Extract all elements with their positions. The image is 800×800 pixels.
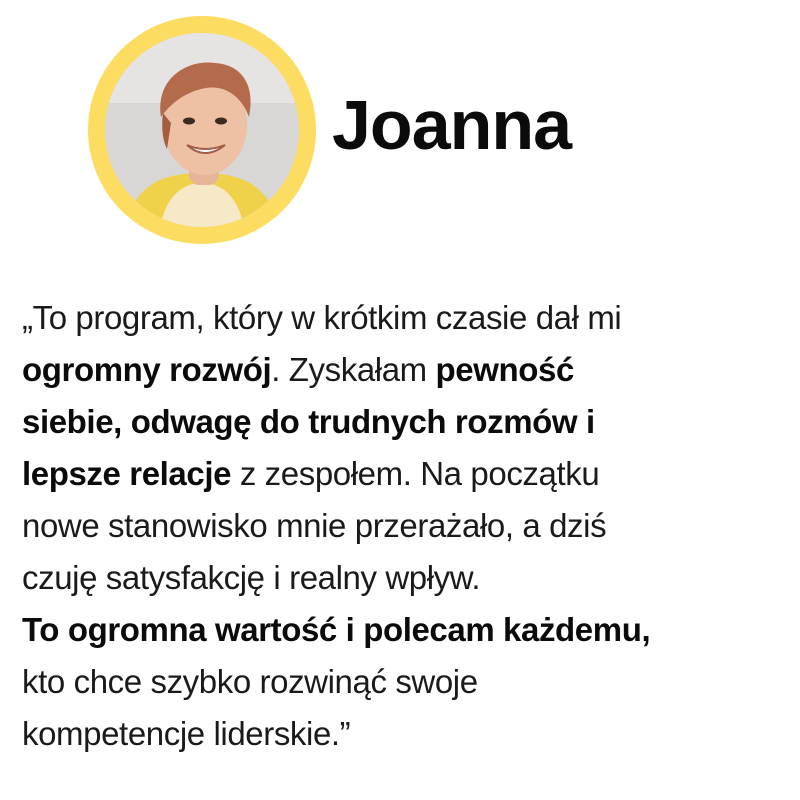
quote-text: z zespołem. Na początku — [231, 455, 600, 492]
person-name: Joanna — [332, 86, 572, 164]
quote-text: kto chce szybko rozwinąć swoje — [22, 663, 478, 700]
quote-bold: siebie, odwagę do trudnych rozmów i — [22, 403, 595, 440]
quote-line-9 — [22, 708, 782, 760]
quote-line-7 — [22, 604, 782, 656]
quote-line-3 — [22, 396, 782, 448]
quote-line-8 — [22, 656, 782, 708]
quote-bold: To ogromna wartość i polecam każdemu, — [22, 611, 651, 648]
quote-text: „To program, który w krótkim czasie dał mi — [22, 299, 622, 336]
avatar — [105, 33, 299, 227]
avatar-ring — [88, 16, 316, 244]
testimonial-quote — [22, 292, 782, 760]
quote-bold: pewność — [435, 351, 574, 388]
quote-bold: lepsze relacje — [22, 455, 232, 492]
quote-text: czuję satysfakcję i realny wpływ. — [22, 559, 481, 596]
quote-text: . Zyskałam — [271, 351, 436, 388]
quote-line-6 — [22, 552, 782, 604]
person-photo-icon — [105, 33, 299, 227]
quote-line-4 — [22, 448, 782, 500]
quote-text: nowe stanowisko mnie przerażało, a dziś — [22, 507, 607, 544]
quote-line-5 — [22, 500, 782, 552]
quote-text: kompetencje liderskie.” — [22, 715, 351, 752]
quote-bold: ogromny rozwój — [22, 351, 272, 388]
quote-line-1 — [22, 292, 782, 344]
quote-line-2 — [22, 344, 782, 396]
